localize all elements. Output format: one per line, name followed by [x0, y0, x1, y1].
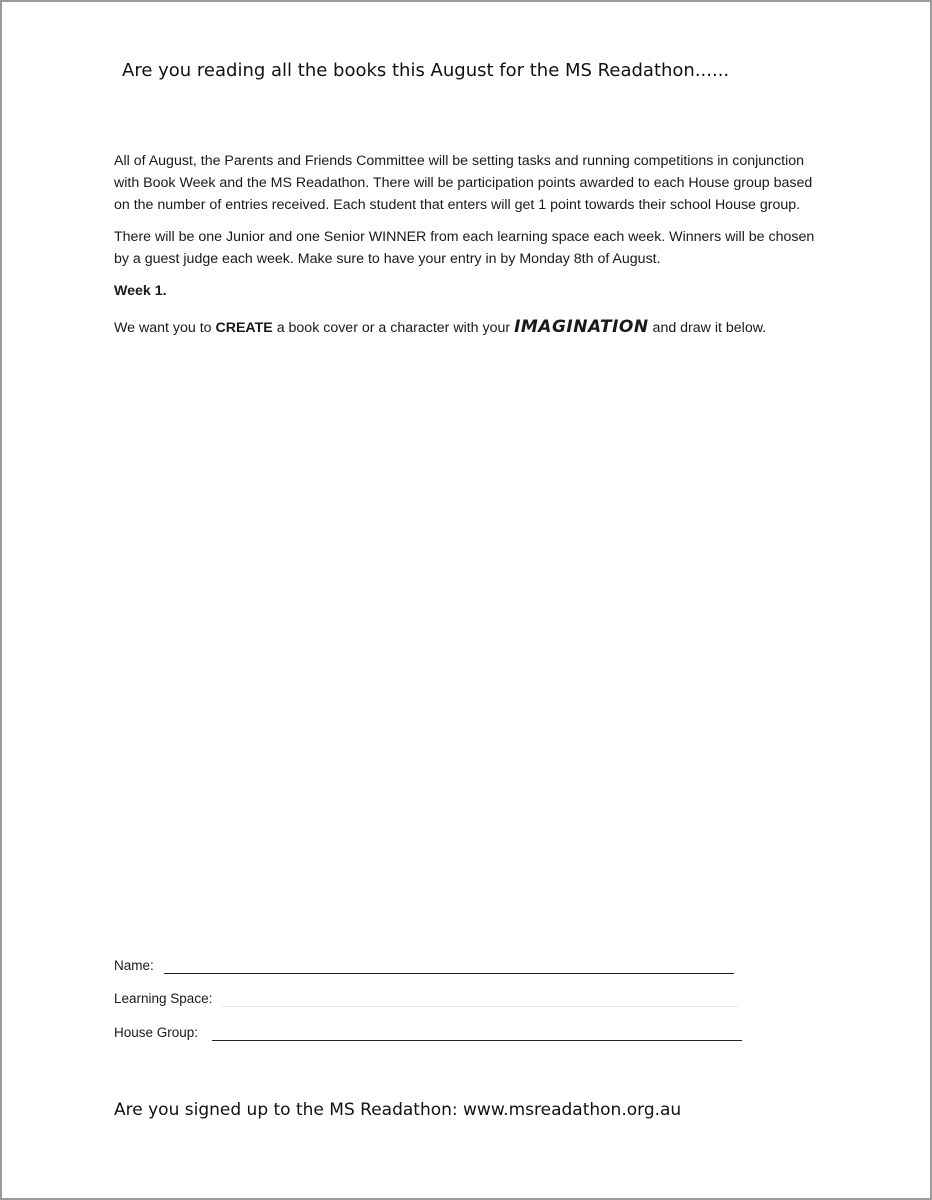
house-group-field[interactable] — [212, 1040, 742, 1041]
body-text — [114, 150, 829, 339]
learning-space-row — [114, 991, 754, 1011]
page-title: Are you reading all the books this August for the MS Readathon...... — [122, 60, 730, 81]
name-row — [114, 958, 754, 978]
create-word: CREATE — [215, 320, 273, 336]
instruction-part-1: We want you to — [114, 320, 216, 336]
winners-paragraph: There will be one Junior and one Senior WINNER from each learning space each week. Winners will be chosen by a guest judge each week. Make sure to have your entry in by Monday 8th of August. — [114, 229, 815, 267]
footer-text: Are you signed up to the MS Readathon: www.msreadathon.org.au — [114, 1100, 682, 1120]
learning-space-label: Learning Space: — [114, 991, 213, 1006]
name-field[interactable] — [164, 973, 734, 974]
house-group-row — [114, 1025, 754, 1045]
instruction-part-2: a book cover or a character with your — [272, 320, 515, 336]
name-label: Name: — [114, 958, 154, 973]
house-group-label: House Group: — [114, 1025, 199, 1040]
instruction-line — [114, 316, 829, 339]
imagination-word: IMAGINATION — [514, 317, 649, 337]
week-heading: Week 1. — [114, 283, 167, 299]
learning-space-field[interactable] — [222, 1006, 738, 1007]
intro-paragraph: All of August, the Parents and Friends Committee will be setting tasks and running competitions in conjunction with Book Week and the MS Readathon. There will be participation points awarded to each House group based on the number of entries received. Each student that enters will get 1 point towards their school House group. — [114, 153, 813, 213]
instruction-part-3: and draw it below. — [648, 320, 767, 336]
